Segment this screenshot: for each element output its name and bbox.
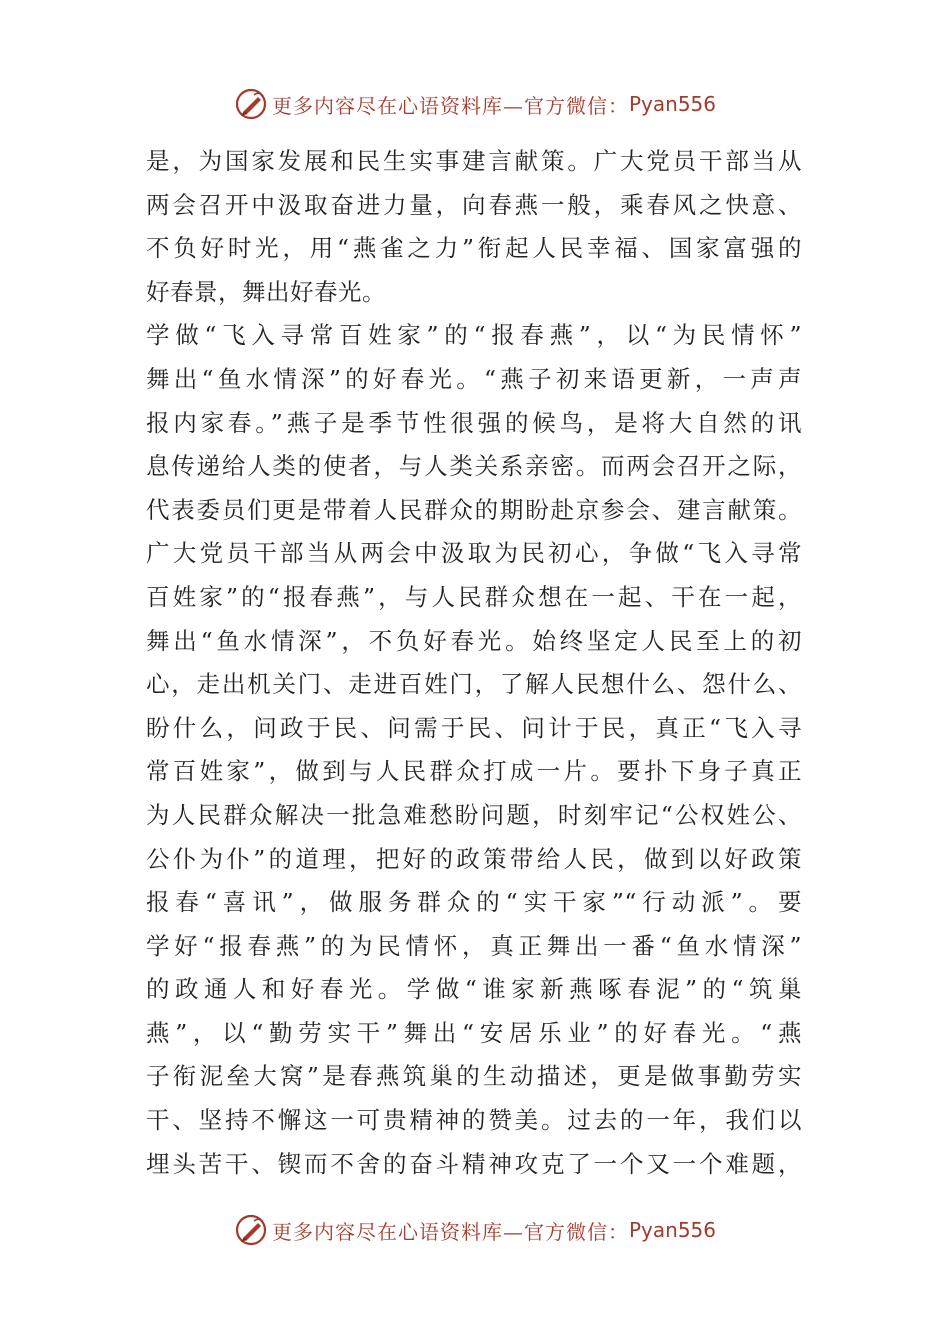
header-watermark — [0, 84, 950, 124]
text-line: 常百姓家”，做到与人民群众打成一片。要扑下身子真正 — [146, 757, 802, 786]
text-line: 舞出“鱼水情深”的好春光。“燕子初来语更新，一声声 — [146, 364, 802, 393]
text-line: 百姓家”的“报春燕”，与人民群众想在一起、干在一起， — [146, 582, 802, 611]
text-line: 为人民群众解决一批急难愁盼问题，时刻牢记“公权姓公、 — [146, 800, 802, 829]
text-line: 报内家春。”燕子是季节性很强的候鸟，是将大自然的讯 — [146, 408, 802, 437]
text-line: 公仆为仆”的道理，把好的政策带给人民，做到以好政策 — [146, 844, 802, 873]
document-body — [146, 140, 802, 1186]
text-line: 息传递给人类的使者，与人类关系亲密。而两会召开之际， — [146, 452, 802, 481]
text-line: 心，走出机关门、走进百姓门，了解人民想什么、怨什么、 — [146, 670, 802, 699]
watermark-wechat-id: Pyan556 — [628, 92, 716, 116]
text-line: 好春景，舞出好春光。 — [146, 277, 386, 306]
text-line: 学好“报春燕”的为民情怀，真正舞出一番“鱼水情深” — [146, 931, 802, 960]
text-line: 两会召开中汲取奋进力量，向春燕一般，乘春风之快意、 — [146, 190, 802, 219]
footer-watermark — [0, 1210, 950, 1250]
text-line: 燕”，以“勤劳实干”舞出“安居乐业”的好春光。“燕 — [146, 1018, 802, 1047]
text-line: 报春“喜讯”，做服务群众的“实干家”“行动派”。要 — [146, 888, 802, 917]
watermark-wechat-id: Pyan556 — [628, 1218, 716, 1242]
pen-logo-icon — [234, 1213, 268, 1247]
text-line: 子衔泥垒大窝”是春燕筑巢的生动描述，更是做事勤劳实 — [146, 1062, 802, 1091]
text-line: 干、坚持不懈这一可贵精神的赞美。过去的一年，我们以 — [146, 1106, 802, 1135]
text-line: 埋头苦干、锲而不舍的奋斗精神攻克了一个又一个难题， — [146, 1149, 802, 1178]
text-line: 盼什么，问政于民、问需于民、问计于民，真正“飞入寻 — [146, 713, 802, 742]
text-line: 学做“飞入寻常百姓家”的“报春燕”，以“为民情怀” — [146, 321, 802, 350]
text-line: 广大党员干部当从两会中汲取为民初心，争做“飞入寻常 — [146, 539, 802, 568]
text-line: 不负好时光，用“燕雀之力”衔起人民幸福、国家富强的 — [146, 234, 802, 263]
pen-logo-icon — [234, 87, 268, 121]
watermark-text: 更多内容尽在心语资料库—官方微信： — [271, 93, 629, 118]
text-line: 舞出“鱼水情深”，不负好春光。始终坚定人民至上的初 — [146, 626, 802, 655]
text-line: 的政通人和好春光。学做“谁家新燕啄春泥”的“筑巢 — [146, 975, 802, 1004]
text-line: 代表委员们更是带着人民群众的期盼赴京参会、建言献策。 — [146, 495, 802, 524]
watermark-text: 更多内容尽在心语资料库—官方微信： — [271, 1219, 629, 1244]
text-line: 是，为国家发展和民生实事建言献策。广大党员干部当从 — [146, 147, 802, 175]
